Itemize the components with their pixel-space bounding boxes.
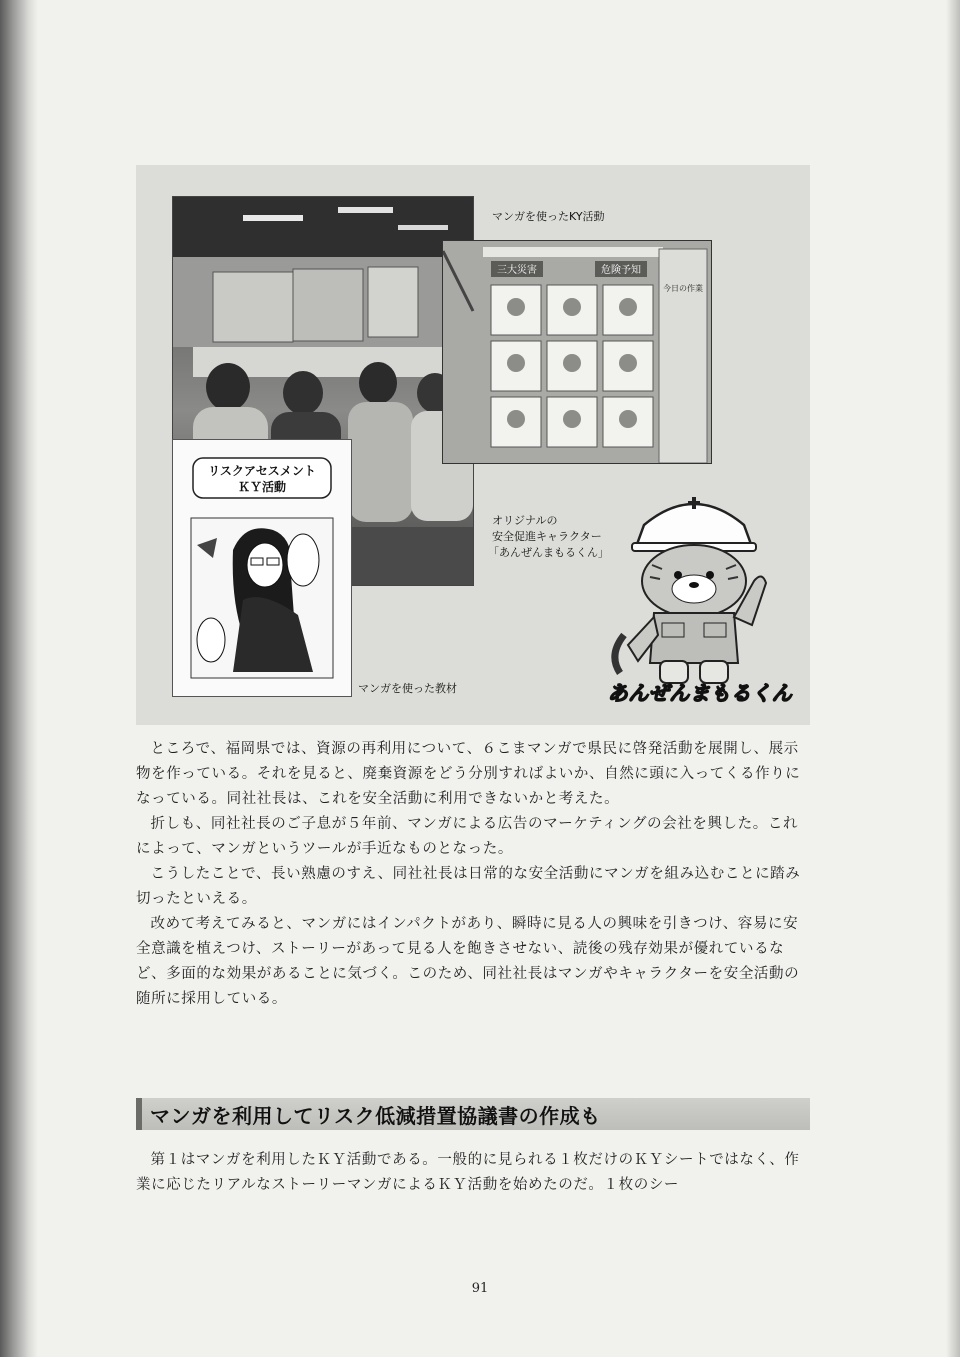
section-body-text <box>136 1148 810 1198</box>
board-banner-left: 三大災害 <box>497 265 537 276</box>
section-heading <box>136 1098 810 1130</box>
page-edge-shadow <box>946 0 960 1357</box>
section-heading-text: マンガを利用してリスク低減措置協議書の作成も <box>150 1104 601 1128</box>
ky-board-photo <box>442 240 712 464</box>
body-text <box>136 737 810 1012</box>
manga-textbook-image <box>172 439 352 697</box>
paragraph-1: ところで、福岡県では、資源の再利用について、６こまマンガで県民に啓発活動を展開し、展示物を作っている。それを見ると、廃棄資源をどう分別すればよいか、自然に頭に入ってくる作りになっている。同社社長は、これを安全活動に利用できないかと考えた。 <box>136 741 801 807</box>
board-side-label: 今日の作業 <box>663 284 703 293</box>
section-paragraph-1: 第１はマンガを利用したＫＹ活動である。一般的に見られる１枚だけのＫＹシートではなく、作業に応じたリアルなストーリーマンガによるＫＹ活動を始めたのだ。１枚のシー <box>136 1152 800 1193</box>
paragraph-2: 折しも、同社社長のご子息が５年前、マンガによる広告のマーケティングの会社を興した。これによって、マンガというツールが手近なものとなった。 <box>136 816 799 857</box>
anzen-mamoru-kun-character <box>604 485 794 705</box>
textbook-title-line1: リスクアセスメント <box>208 464 316 478</box>
paragraph-3: こうしたことで、長い熟慮のすえ、同社社長は日常的な安全活動にマンガを組み込むことに踏み切ったといえる。 <box>136 866 801 907</box>
board-banner-right: 危険予知 <box>601 265 641 276</box>
paragraph-4: 改めて考えてみると、マンガにはインパクトがあり、瞬時に見る人の興味を引きつけ、容易に安全意識を植えつけ、ストーリーがあって見る人を飽きさせない、読後の残存効果が優れているなど、多面的な効果があることに気づく。このため、同社社長はマンガやキャラクターを安全活動の随所に採用している。 <box>136 916 800 1007</box>
textbook-title-line2: ＫＹ活動 <box>237 480 287 494</box>
figure-panel <box>136 165 810 725</box>
caption-teaching-material: マンガを使った教材 <box>358 682 457 695</box>
caption-character-line3: 「あんぜんまもるくん」 <box>488 546 609 559</box>
caption-character-line2: 安全促進キャラクター <box>492 530 602 543</box>
book-binding-shadow <box>0 0 38 1357</box>
caption-character-line1: オリジナルの <box>492 514 558 527</box>
page-number: 91 <box>471 1281 489 1296</box>
caption-ky-activity: マンガを使ったKY活動 <box>492 210 605 223</box>
character-name-label: あんぜんまもるくん <box>607 681 793 705</box>
